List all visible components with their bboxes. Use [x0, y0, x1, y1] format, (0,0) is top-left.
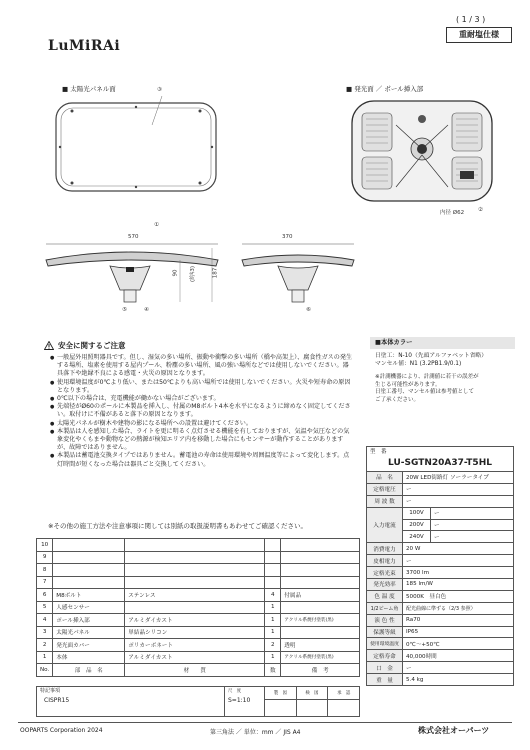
parts-table	[36, 538, 360, 677]
spec-label: 口 金	[367, 662, 403, 674]
callout-3: ③	[157, 87, 162, 93]
callout-4: ④	[144, 307, 149, 313]
part-remark: 透明	[281, 639, 360, 652]
spec-value: 5.4 kg	[403, 674, 514, 686]
spec-label: 入力電流	[367, 507, 403, 543]
spec-value: 20W LED街路灯 ソーラータイプ	[403, 472, 514, 484]
part-material: アルミダイカスト	[125, 651, 265, 664]
spec-table	[366, 446, 514, 686]
spec-label: 定格寿命	[367, 650, 403, 662]
part-remark: アクリル系焼付塗装(黒)	[281, 651, 360, 664]
spec-value: ー	[403, 662, 514, 674]
part-remark	[281, 626, 360, 639]
scale-label: 尺 度	[228, 689, 242, 694]
table-row	[37, 601, 360, 614]
safety-item: ● 使用環境温度が0℃より低い、または50℃よりも高い場所では使用しないでください。火災や短寿命の原因となります。	[50, 379, 354, 395]
spec-value: Ra70	[403, 614, 514, 626]
spec-label: 定格電圧	[367, 483, 403, 495]
spec-value: ー	[403, 555, 514, 567]
spec-label: 1/2ビーム角	[367, 602, 403, 614]
part-no: 10	[37, 539, 53, 552]
part-material: 単結晶シリコン	[125, 626, 265, 639]
safety-item: ● 本製品は人を感知した場合、ライトを更に明るく点灯させる機能を有しておりますが、気温や気圧などの気象変化やくもまや動物などの熱源が検知エリア内を移動した場合にもセンサーが動作することがありますが、故障ではありません。	[50, 428, 354, 453]
spec-voltage: 200V	[403, 519, 431, 531]
sign-approved: 承 認	[328, 687, 360, 700]
table-row	[37, 614, 360, 627]
led-block-left-bottom	[362, 157, 392, 189]
safety-list	[50, 354, 354, 469]
spec-value: ー	[403, 483, 514, 495]
spec-value: 40,000時間	[403, 650, 514, 662]
spec-label: 周 波 数	[367, 495, 403, 507]
part-no: 6	[37, 589, 53, 602]
part-name: 太陽光パネル	[53, 626, 125, 639]
spec-value: 配光曲線に準ずる（2/3 参照）	[403, 602, 514, 614]
body-color-note2: 生じる可能性があります。	[375, 381, 441, 388]
spec-label: 品 名	[367, 472, 403, 484]
spec-value: 20 W	[403, 543, 514, 555]
emitting-face-view	[348, 95, 498, 207]
table-row	[37, 626, 360, 639]
part-no: 3	[37, 626, 53, 639]
spec-label: 色 温 度	[367, 590, 403, 602]
spec-value: 0℃〜+50℃	[403, 638, 514, 650]
safety-heading	[44, 340, 126, 351]
part-qty: 1	[265, 601, 281, 614]
installation-note: ※その他の施工方法や注意事項に関しては別紙の取扱説明書もあわせてご確認ください。	[48, 522, 307, 530]
table-row	[37, 589, 360, 602]
spec-value: ー	[403, 495, 514, 507]
sensor-dot	[418, 115, 426, 123]
spec-label: 使用環境温度	[367, 638, 403, 650]
part-material: アルミダイカスト	[125, 614, 265, 627]
model-label: 型 番	[367, 447, 514, 456]
side-view-side	[236, 240, 361, 308]
side-view-front	[40, 240, 225, 308]
part-material	[125, 601, 265, 614]
part-qty: 1	[265, 626, 281, 639]
part-qty: 4	[265, 589, 281, 602]
body-color-line2: マンセル値：N1 (3.2PB1.9/0.1)	[375, 361, 462, 368]
spec-voltage: 240V	[403, 531, 431, 543]
scale-cell	[225, 687, 265, 717]
spec-value: IP65	[403, 626, 514, 638]
part-material: ポリカーボネート	[125, 639, 265, 652]
scale-value: S=1:10	[228, 697, 251, 704]
body-color-note4: ご了承ください。	[375, 396, 420, 403]
body-color-box	[370, 337, 515, 441]
callout-5: ⑤	[122, 307, 127, 313]
sign-checked: 検 図	[296, 687, 328, 700]
dim-depth: 370	[282, 234, 293, 240]
spec-value: 3700 lm	[403, 567, 514, 579]
spec-tag: 重耐塩仕様	[446, 27, 512, 43]
part-remark: 付属品	[281, 589, 360, 602]
callout-6: ⑥	[306, 307, 311, 313]
leader-line	[152, 96, 162, 125]
part-no: 9	[37, 551, 53, 564]
header-remark: 備 考	[281, 664, 360, 677]
spec-value: 185 lm/W	[403, 579, 514, 591]
header-material: 材 質	[125, 664, 265, 677]
title-block	[36, 686, 360, 717]
model-number: LU-SGTN20A37-T5HL	[367, 456, 514, 472]
brand-logo: LuMiRAi	[48, 38, 121, 54]
spec-label: 発光効率	[367, 579, 403, 591]
part-no: 8	[37, 564, 53, 577]
spec-value: ー	[431, 519, 514, 531]
table-row	[37, 651, 360, 664]
table-header	[37, 664, 360, 677]
safety-item: ● 太陽光パネルが樹木や建物の影になる場所への設置は避けてください。	[50, 420, 354, 428]
table-row	[37, 576, 360, 589]
spec-label: 演 色 性	[367, 614, 403, 626]
page-number: ( 1 / 3 )	[456, 15, 486, 24]
part-remark	[281, 601, 360, 614]
part-no: 5	[37, 601, 53, 614]
footer-company: 株式会社オーパーツ	[418, 726, 490, 735]
spec-label: 皮相電力	[367, 555, 403, 567]
footer-divider	[18, 722, 512, 723]
spec-value: ー	[431, 507, 514, 519]
table-row	[37, 539, 360, 552]
socket-side	[278, 266, 318, 290]
spec-label: 消費電力	[367, 543, 403, 555]
special-label: 特記事項	[40, 688, 61, 694]
spec-value: ー	[431, 531, 514, 543]
panel-inner	[61, 108, 211, 186]
dim-90: 90	[172, 269, 179, 277]
part-name: 本体	[53, 651, 125, 664]
part-qty: 1	[265, 651, 281, 664]
part-material: ステンレス	[125, 589, 265, 602]
safety-item: ● 0℃以下の場合は、充電機能が働かない場合がございます。	[50, 395, 354, 403]
part-name: 人感センサー	[53, 601, 125, 614]
dim-width: 570	[128, 234, 139, 240]
body-color-note1: ※計測機器により、計測値に若干の誤差が	[375, 374, 479, 381]
part-no: 7	[37, 576, 53, 589]
part-qty: 1	[265, 614, 281, 627]
callout-2: ②	[478, 207, 483, 213]
inner-diameter: 内径 Ø62	[440, 210, 465, 216]
part-no: 2	[37, 639, 53, 652]
solar-panel-title: ■ 太陽光パネル面	[62, 85, 116, 93]
safety-item: ● 先端径がØ60のポールに本製品を挿入し、付属のM8ボルト4本を水平になるように締めなく固定してください。取付けに不備があると落下の原因となります。	[50, 403, 354, 419]
spec-label: 重 量	[367, 674, 403, 686]
sign-drawn: 製 図	[265, 687, 297, 700]
led-block-left-top	[362, 113, 392, 151]
safety-item: ● 本製品は蓄電池交換タイプではありません。蓄電池の寿命は使用環境や周囲温度等によって変化します。点灯時間が短くなった場合は器具ごと交換してください。	[50, 452, 354, 468]
header-qty: 数	[265, 664, 281, 677]
footer-projection: 第三角法 ／ 単位：mm ／ JIS A4	[210, 729, 301, 736]
solar-panel-view	[52, 95, 222, 195]
spec-value: 5000K 昼白色	[403, 590, 514, 602]
led-block-right-top	[452, 113, 482, 151]
part-no: 4	[37, 614, 53, 627]
part-name: 発光面カバー	[53, 639, 125, 652]
safety-item: ● 一般屋外用照明器具です。但し、湿気の多い場所、振動や衝撃の多い場所（橋や高架上）、腐食性ガスの発生する場所、塩素を使用する屋内プール、粉塵の多い場所、風の強い場所などでは使用しないでください。器具落下や絶縁不良による感電・火災の原因となります。	[50, 354, 354, 379]
emitting-face-title: ■ 発光面 ／ ポール挿入部	[346, 85, 424, 93]
dim-height: 187	[212, 267, 219, 279]
special-notes-cell	[37, 687, 225, 717]
panel-outline	[56, 103, 216, 191]
spec-label: 保護等級	[367, 626, 403, 638]
part-no: 1	[37, 651, 53, 664]
body-side	[242, 255, 354, 266]
callout-1: ①	[154, 222, 159, 228]
safety-title: 安全に関するご注意	[58, 341, 126, 350]
body-front	[46, 252, 218, 266]
special-value: CISPR15	[44, 697, 70, 705]
body-color-heading: ■本体カラー	[370, 337, 515, 349]
warning-icon	[44, 341, 54, 350]
spec-voltage: 100V	[403, 507, 431, 519]
table-row	[37, 639, 360, 652]
table-row	[37, 551, 360, 564]
part-name: ポール挿入部	[53, 614, 125, 627]
part-name: M8ボルト	[53, 589, 125, 602]
header-no: No.	[37, 664, 53, 677]
part-qty: 2	[265, 639, 281, 652]
body-color-line1: 日塗工：N-10（先頭アルファベット省略）	[375, 353, 488, 359]
dim-pole: (約ｷ3)	[190, 265, 197, 283]
header-name: 部 品 名	[53, 664, 125, 677]
spec-label: 定格光束	[367, 567, 403, 579]
body-color-note3: 日塗工番号、マンセル値は参考値として	[375, 389, 475, 396]
footer-copyright: OOPARTS Corporation 2024	[20, 727, 103, 734]
part-remark: アクリル系焼付塗装(黒)	[281, 614, 360, 627]
table-row	[37, 564, 360, 577]
